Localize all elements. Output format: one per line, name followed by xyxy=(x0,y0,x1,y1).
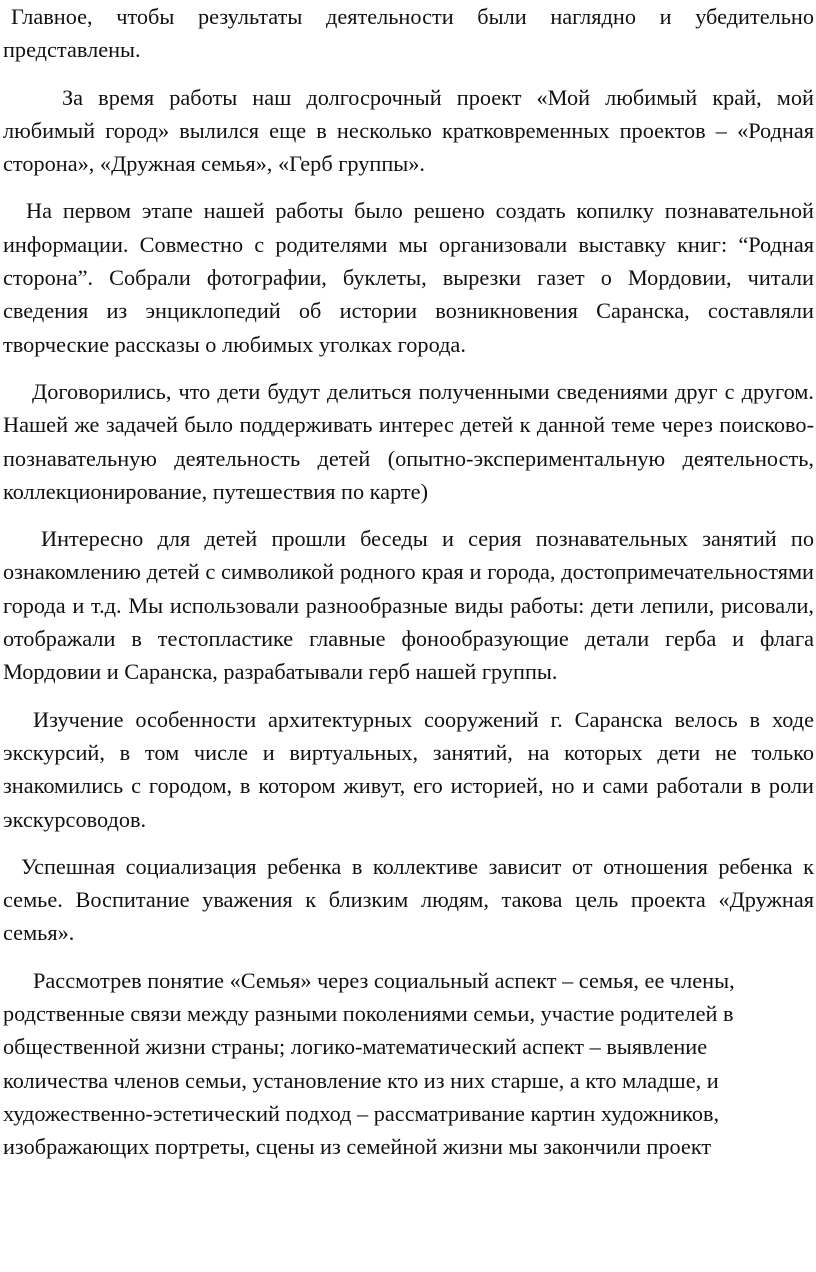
paragraph-symbolics-lessons: Интересно для детей прошли беседы и серия познавательных занятий по ознакомлению детей с символикой родного края и города, достопримечательностями города и т.д. Мы использовали разнообразные виды работы: дети лепили, рисовали, отображали в тестопластике главные фонообразующие детали герба и флага Мордовии и Саранска, разрабатывали герб нашей группы. xyxy=(3,526,814,685)
paragraph-long-term-project: За время работы наш долгосрочный проект «Мой любимый край, мой любимый город» вылился еще в несколько кратковременных проектов – «Родная сторона», «Дружная семья», «Герб группы». xyxy=(3,84,814,177)
paragraph-sharing-information: Договорились, что дети будут делиться полученными сведениями друг с другом. Нашей же задачей было поддерживать интерес детей к данной теме через поисково-познавательную деятельность детей (опытно-экспериментальную деятельность, коллекционирование, путешествия по карте) xyxy=(3,378,814,504)
paragraph-first-stage: На первом этапе нашей работы было решено создать копилку познавательной информации. Совместно с родителями мы организовали выставку книг: “Родная сторона”. Собрали фотографии, буклеты, вырезки газет о Мордовии, читали сведения из энциклопедий об истории возникновения Саранска, составляли творческие рассказы о любимых уголках города. xyxy=(3,198,814,357)
paragraph-socialization: Успешная социализация ребенка в коллективе зависит от отношения ребенка к семье. Воспитание уважения к близким людям, такова цель проекта «Дружная семья». xyxy=(3,853,814,946)
paragraph-family-concept: Рассмотрев понятие «Семья» через социальный аспект – семья, ее члены, родственные связи между разными поколениями семьи, участие родителей в общественной жизни страны; логико-математический аспект – выявление количества членов семьи, установление кто из них старше, а кто младше, и художественно-эстетический подход – рассматривание картин художников, изображающих портреты, сцены из семейной жизни мы закончили проект xyxy=(3,967,735,1160)
paragraph-architecture-excursions: Изучение особенности архитектурных сооружений г. Саранска велось в ходе экскурсий, в том числе и виртуальных, занятий, на которых дети не только знакомились с городом, в котором живут, его историей, но и сами работали в роли экскурсоводов. xyxy=(3,706,814,832)
paragraph-results-presentation: Главное, чтобы результаты деятельности были наглядно и убедительно представлены. xyxy=(3,4,814,63)
